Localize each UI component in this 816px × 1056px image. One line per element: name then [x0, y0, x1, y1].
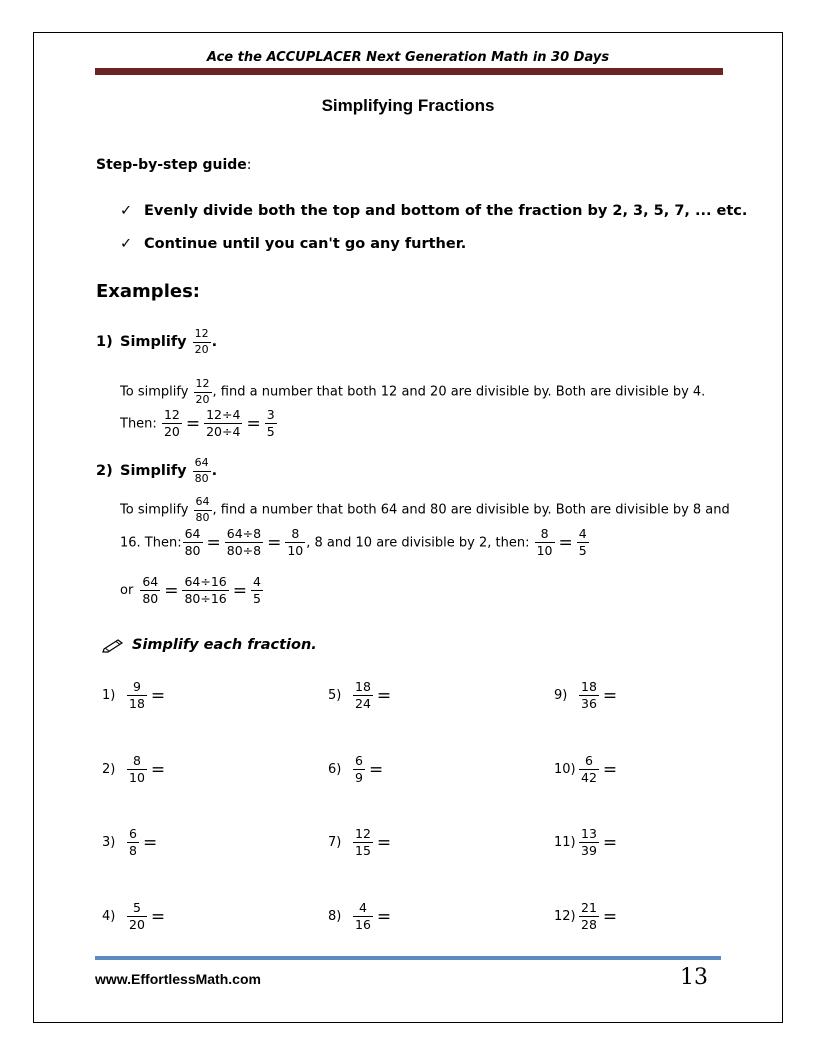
fraction: $\frac{64}{80}$ [194, 456, 209, 485]
practice-heading: Simplify each fraction. [102, 637, 317, 653]
fraction: $\frac{4}{5}$ [578, 526, 587, 559]
guide-step-text: Evenly divide both the top and bottom of the fraction by 2, 3, 5, 7, ... etc. [144, 203, 748, 219]
practice-problem: 5) $\frac{18}{24}$ = [328, 679, 392, 712]
fraction: $\frac{8}{10}$ [536, 526, 553, 559]
header-divider [95, 68, 723, 75]
practice-problem: 9) $\frac{18}{36}$ = [554, 679, 618, 712]
fraction: $\frac{12}{20}$ [194, 327, 209, 356]
example-2-explanation: To simplify $\frac{64}{80}$ , find a number that both 64 and 80 are divisible by. Both are divisible by 8 and [120, 495, 730, 524]
example-1-explanation: To simplify $\frac{12}{20}$ , find a number that both 12 and 20 are divisible by. Both are divisible by 4. [120, 377, 706, 406]
checkmark-icon: ✓ [120, 236, 133, 252]
fraction: $\frac{12\div 4}{20\div 4}$ [206, 407, 241, 440]
fraction: $\frac{64\div 16}{80\div 16}$ [184, 574, 227, 607]
page-number: 13 [680, 965, 708, 990]
practice-problem: 3) $\frac{6}{8}$ = [102, 826, 158, 859]
practice-problem: 1) $\frac{9}{18}$ = [102, 679, 166, 712]
practice-problem: 10) $\frac{6}{42}$ = [554, 753, 618, 786]
fraction: $\frac{64}{80}$ [195, 495, 210, 524]
fraction: $\frac{4}{5}$ [253, 574, 261, 607]
footer-divider [95, 956, 721, 960]
book-title: Ace the ACCUPLACER Next Generation Math in 30 Days [206, 50, 610, 65]
practice-problem: 12) $\frac{21}{28}$ = [554, 900, 618, 933]
guide-step-1 [120, 203, 747, 219]
example-2-alternative: or $\frac{64}{80}$ = $\frac{64\div 16}{80\div 16}$ = $\frac{4}{5}$ [120, 574, 261, 607]
guide-step-2 [120, 236, 466, 252]
practice-problem: 2) $\frac{8}{10}$ = [102, 753, 166, 786]
pencil-icon [102, 637, 132, 653]
example-2-solution: 16. Then: $\frac{64}{80}$ = $\frac{64\div 8}{80\div 8}$ = $\frac{8}{10}$ , 8 and 10 are divisible by 2, then: $\frac{8}{10}$ = $\frac{4}{5}$ [120, 526, 587, 559]
fraction: $\frac{64\div 8}{80\div 8}$ [226, 526, 262, 559]
practice-problem: 11) $\frac{13}{39}$ = [554, 826, 618, 859]
fraction: $\frac{12}{20}$ [163, 407, 180, 440]
practice-problem: 4) $\frac{5}{20}$ = [102, 900, 166, 933]
example-2-heading: 2) Simplify $\frac{64}{80}$ . [96, 456, 218, 485]
practice-problem: 7) $\frac{12}{15}$ = [328, 826, 392, 859]
example-1-solution: Then: $\frac{12}{20}$ = $\frac{12\div 4}{20\div 4}$ = $\frac{3}{5}$ [120, 407, 275, 440]
guide-step-text: Continue until you can't go any further. [144, 236, 467, 252]
practice-problem: 6) $\frac{6}{9}$ = [328, 753, 384, 786]
page-title: Simplifying Fractions [321, 96, 495, 115]
fraction: $\frac{3}{5}$ [266, 407, 275, 440]
checkmark-icon: ✓ [120, 203, 133, 219]
fraction: $\frac{64}{80}$ [142, 574, 159, 607]
fraction: $\frac{64}{80}$ [184, 526, 201, 559]
example-1-heading: 1) Simplify $\frac{12}{20}$ . [96, 327, 218, 356]
practice-problem: 8) $\frac{4}{16}$ = [328, 900, 392, 933]
footer-website: www.EffortlessMath.com [95, 971, 261, 987]
guide-label: Step-by-step guide: [96, 157, 252, 173]
fraction: $\frac{8}{10}$ [287, 526, 304, 559]
examples-heading: Examples: [96, 281, 200, 302]
fraction: $\frac{12}{20}$ [195, 377, 210, 406]
